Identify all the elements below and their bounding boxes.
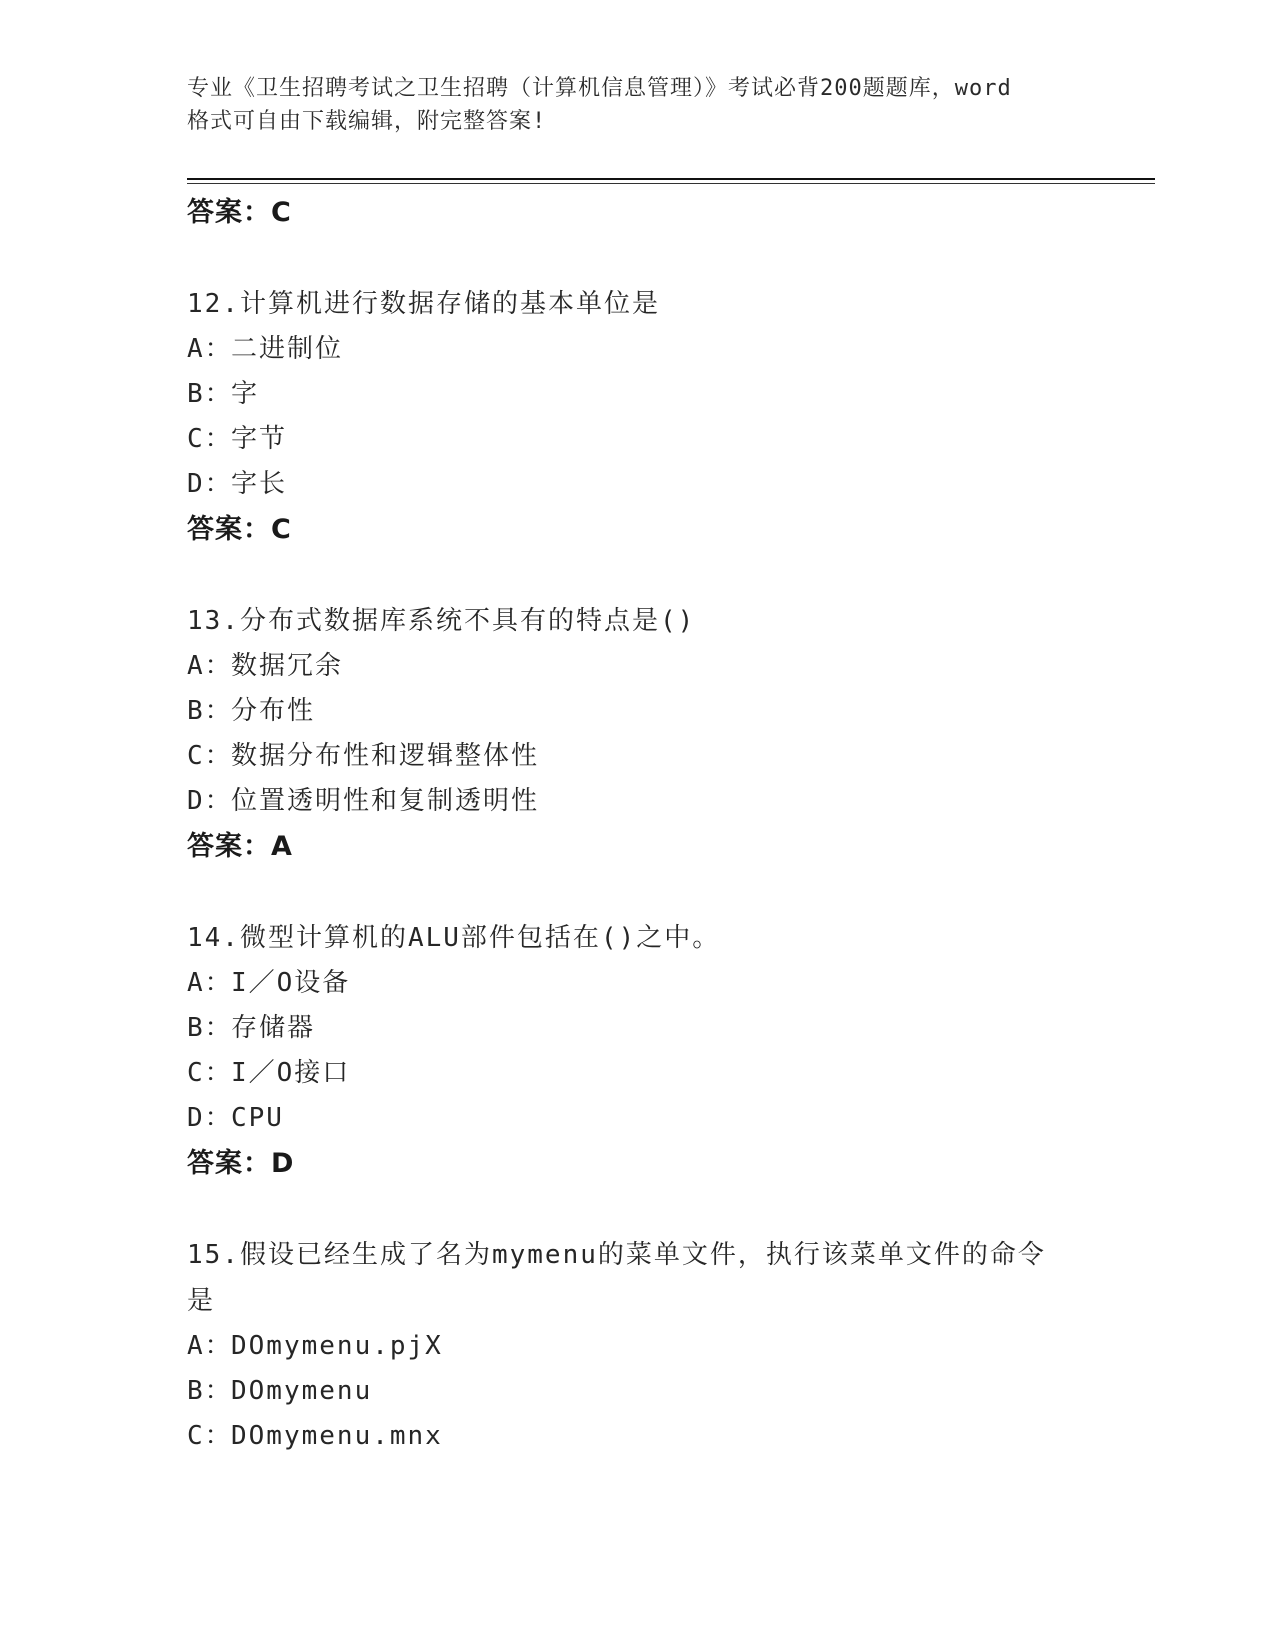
- option-b: [187, 689, 1087, 734]
- answer-12: 答案：C: [187, 514, 292, 545]
- option-a: [187, 327, 1087, 372]
- option-text: 二进制位: [231, 334, 344, 364]
- option-label: A：: [187, 968, 233, 998]
- option-text: 字节: [231, 424, 288, 454]
- question-list: [187, 190, 1087, 1459]
- option-d: [187, 462, 1087, 507]
- option-text: 字: [231, 379, 260, 409]
- option-a: [187, 644, 1087, 689]
- option-label: D：: [187, 786, 233, 816]
- question-stem: 14.微型计算机的ALU部件包括在()之中。: [187, 923, 721, 953]
- question-stem: 13.分布式数据库系统不具有的特点是(): [187, 606, 696, 636]
- option-d: [187, 1096, 1087, 1141]
- option-label: C：: [187, 424, 233, 454]
- option-c: [187, 734, 1087, 779]
- option-text: DOmymenu: [231, 1376, 373, 1406]
- option-label: B：: [187, 1376, 233, 1406]
- answer-13: 答案：A: [187, 831, 293, 862]
- option-label: C：: [187, 1058, 233, 1088]
- question-stem-line-1: 15.假设已经生成了名为mymenu的菜单文件，执行该菜单文件的命令: [187, 1240, 1046, 1270]
- option-b: [187, 372, 1087, 417]
- option-label: C：: [187, 741, 233, 771]
- option-a: [187, 1324, 1087, 1369]
- option-c: [187, 1051, 1087, 1096]
- option-text: 位置透明性和复制透明性: [231, 786, 540, 816]
- option-c: [187, 417, 1087, 462]
- option-text: 字长: [231, 469, 288, 499]
- header-line-2: 格式可自由下载编辑，附完整答案!: [187, 109, 547, 134]
- option-label: A：: [187, 334, 233, 364]
- option-label: B：: [187, 696, 233, 726]
- option-text: I／O设备: [231, 968, 351, 998]
- option-a: [187, 961, 1087, 1006]
- header-divider-thick: [187, 178, 1155, 180]
- option-b: [187, 1006, 1087, 1051]
- option-b: [187, 1369, 1087, 1414]
- header-divider-thin: [187, 183, 1155, 184]
- option-label: B：: [187, 379, 233, 409]
- header-line-1: 专业《卫生招聘考试之卫生招聘（计算机信息管理）》考试必背200题题库，word: [187, 76, 1012, 101]
- option-label: A：: [187, 651, 233, 681]
- option-text: 存储器: [231, 1013, 316, 1043]
- option-d: [187, 779, 1087, 824]
- answer-14: 答案：D: [187, 1148, 295, 1179]
- option-c: [187, 1414, 1087, 1459]
- question-13: [187, 598, 1087, 870]
- option-text: 数据冗余: [231, 651, 344, 681]
- option-label: D：: [187, 1103, 233, 1133]
- option-text: 数据分布性和逻辑整体性: [231, 741, 540, 771]
- option-label: B：: [187, 1013, 233, 1043]
- option-text: 分布性: [231, 696, 316, 726]
- option-text: I／O接口: [231, 1058, 351, 1088]
- question-stem-line-2: 是: [187, 1286, 216, 1316]
- option-label: C：: [187, 1421, 233, 1451]
- answer-previous: 答案：C: [187, 197, 292, 228]
- question-14: [187, 915, 1087, 1187]
- option-label: D：: [187, 469, 233, 499]
- option-text: CPU: [231, 1103, 284, 1133]
- question-15: [187, 1232, 1087, 1459]
- option-label: A：: [187, 1331, 233, 1361]
- question-stem: 12.计算机进行数据存储的基本单位是: [187, 289, 660, 319]
- document-header: [187, 72, 1087, 138]
- question-12: [187, 281, 1087, 553]
- option-text: DOmymenu.pjX: [231, 1331, 443, 1361]
- option-text: DOmymenu.mnx: [231, 1421, 443, 1451]
